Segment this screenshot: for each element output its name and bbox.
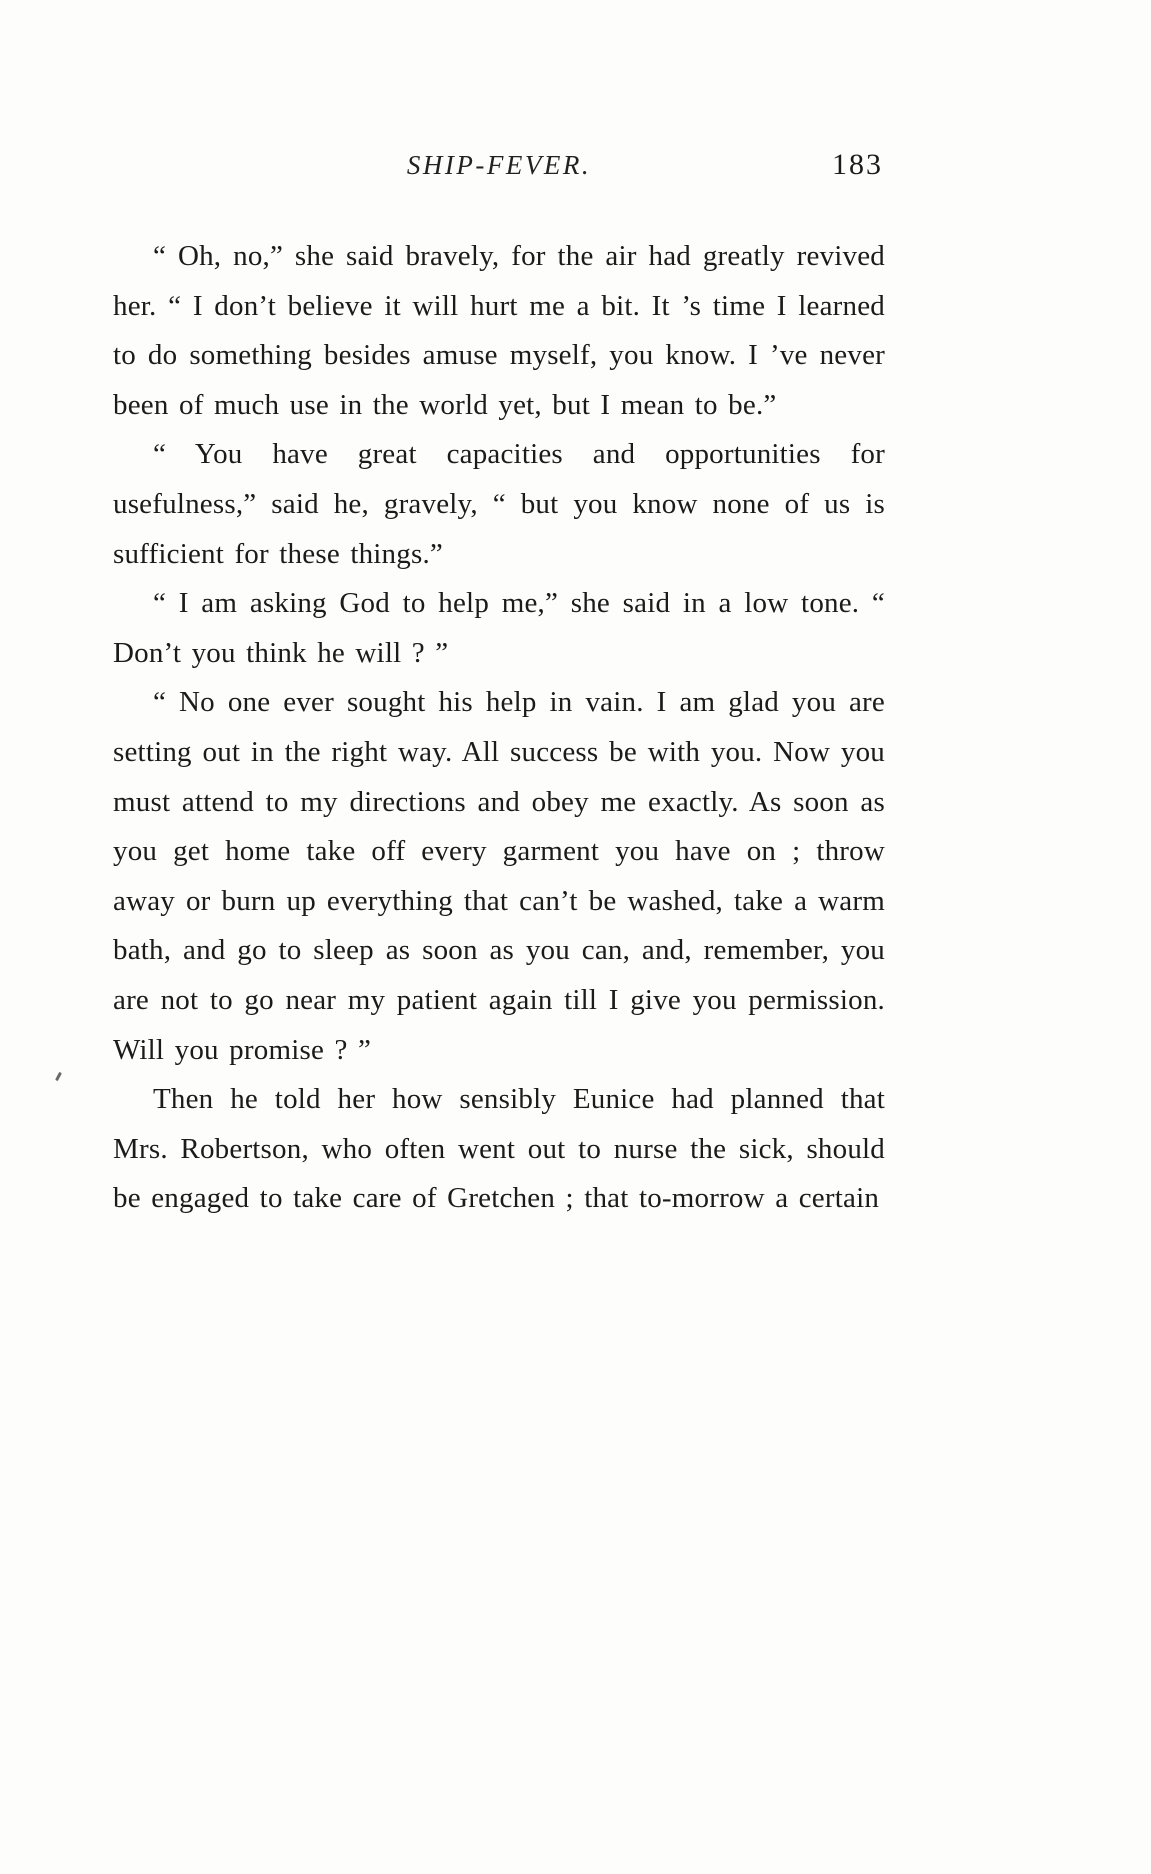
page-header <box>113 150 885 190</box>
paragraph-1: “ Oh, no,” she said bravely, for the air had greatly revived her. “ I don’t believe it will hurt me a bit. It ’s time I learned to do something besides amuse myself, you know. I ’ve never been of much use in the world yet, but I mean to be.” <box>113 240 885 421</box>
body-text <box>113 232 885 1224</box>
paragraph-3: “ I am asking God to help me,” she said in a low tone. “ Don’t you think he will ? ” <box>113 587 885 669</box>
margin-ink-mark <box>55 1072 62 1081</box>
paragraph-4: “ No one ever sought his help in vain. I am glad you are setting out in the right way. All success be with you. Now you must attend to my directions and obey me exactly. As soon as you get home take off every garment you have on ; throw away or burn up everything that can’t be washed, take a warm bath, and go to sleep as soon as you can, and, remember, you are not to go near my patient again till I give you permission. Will you promise ? ” <box>113 686 885 1066</box>
paragraph-2: “ You have great capacities and opportunities for usefulness,” said he, gravely, “ but you know none of us is sufficient for these things.” <box>113 438 885 570</box>
page-number: 183 <box>832 148 883 181</box>
running-head-title: SHIP-FEVER. <box>406 150 592 180</box>
text-block <box>113 150 885 1224</box>
paragraph-5: Then he told her how sensibly Eunice had planned that Mrs. Robertson, who often went out to nurse the sick, should be engaged to take care of Gretchen ; that to-morrow a certain <box>113 1083 885 1215</box>
